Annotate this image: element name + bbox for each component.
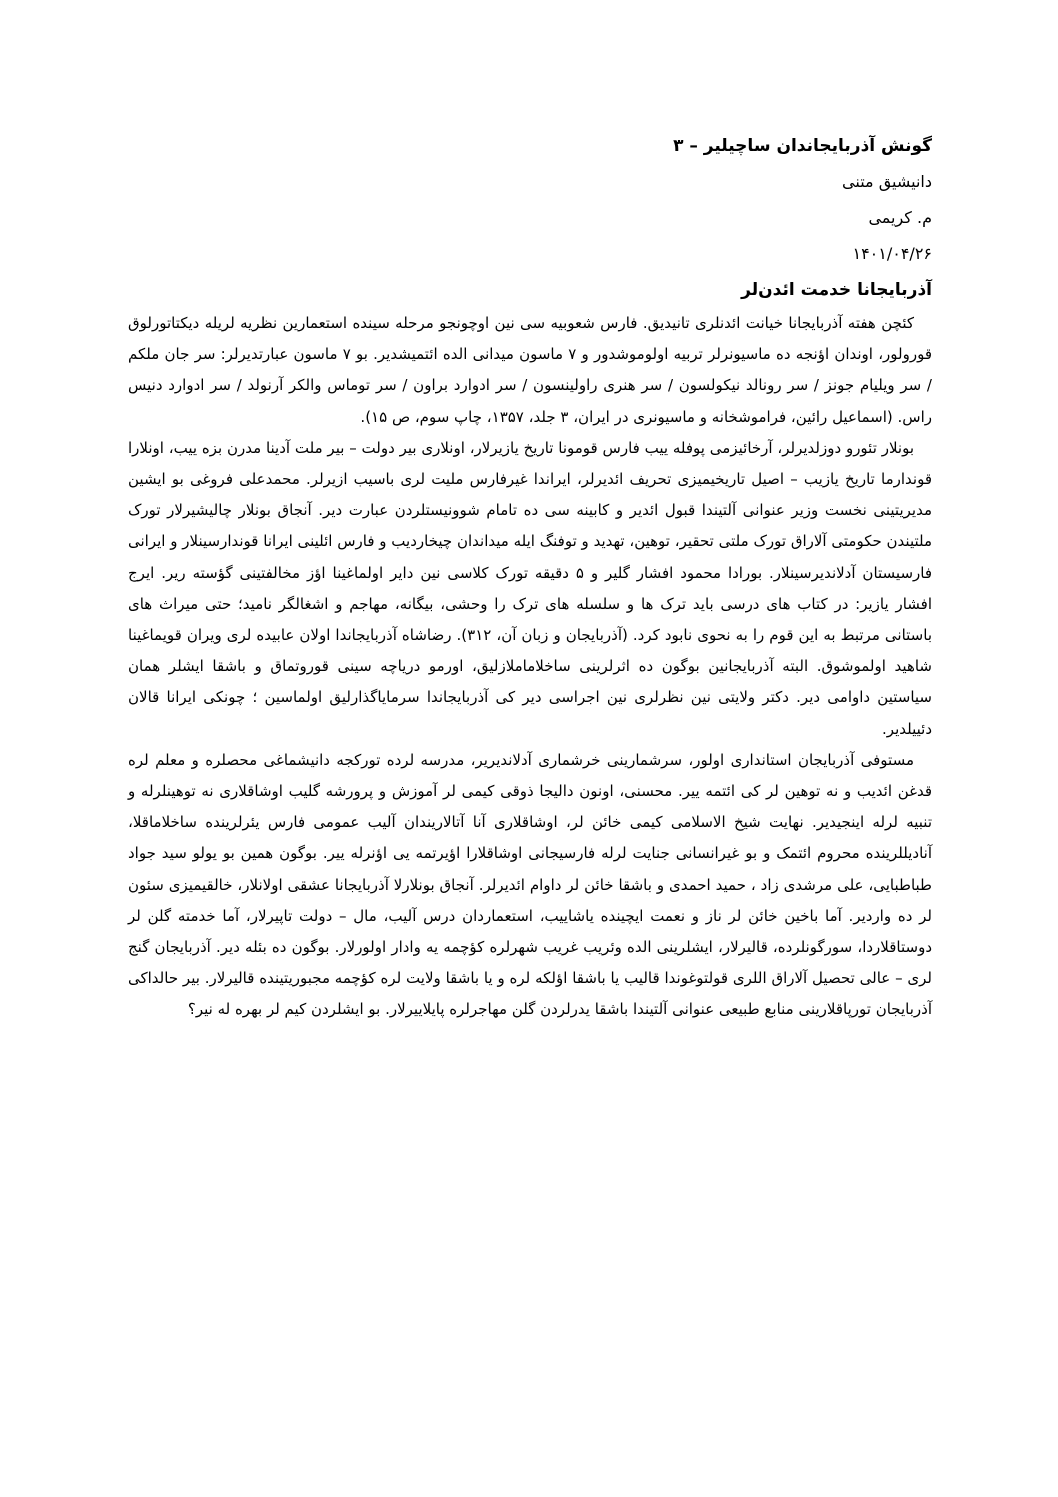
document-title: گونش آذربایجاندان ساچیلیر – ۳ — [673, 136, 932, 156]
document-page — [128, 128, 932, 1026]
document-date: ۱۴۰۱/۰۴/۲۶ — [852, 244, 932, 263]
body-paragraph-1: کئچن هفته آذربایجانا خیانت ائدنلری تانیدیق. فارس شعوبیه سی نین اوچونجو مرحله سینده استعمارین نظریه لریله دیکتاتورلوق قورولور، اوندان اؤنجه ده ماسیونرلر تربیه اولوموشدور و ۷ ماسون میدانی الده ائتمیشدیر. بو ۷ ماسون عبارتدیرلر: سر جان ملکم / سر ویلیام جونز / سر رونالد نیکولسون / سر هنری راولینسون / سر ادوارد براون / سر توماس والکر آرنولد / سر ادوارد دنیس راس. (اسماعیل رائین، فراموشخانه و ماسیونری در ایران، ۳ جلد، ۱۳۵۷، چاپ سوم، ص ۱۵). — [128, 314, 932, 426]
body-paragraph-2: بونلار تئورو دوزلدیرلر، آرخائیزمی پوفله ییب فارس قومونا تاریخ یازیرلار، اونلاری بیر دولت – بیر ملت آدینا مدرن بزه ییب، اونلارا قوندارما تاریخ یازیب – اصیل تاریخیمیزی تحریف ائدیرلر، ایراندا غیرفارس ملیت لری باسیب ازیرلر. محمدعلی فروغی بو ایشین مدیریتینی نخست وزیر عنوانی آلتیندا قبول ائدیر و کابینه سی ده تامام شوونیستلردن عبارت دیر. آنجاق بونلار چالیشیرلار تورک ملتیندن حکومتی آلاراق تورک ملتی تحقیر، توهین، تهدید و توفنگ ایله میداندان چیخاردیب و فارس ائلینی ایرانا قوندارسینلار و ایرانی فارسیستان آدلاندیرسینلار. بورادا محمود افشار گلیر و ۵ دقیقه تورک کلاسی نین دایر اولماغینا اؤز مخالفتینی گؤسته ریر. ایرج افشار یازیر: در کتاب های درسی باید ترک ها و سلسله های ترک را وحشی، بیگانه، مهاجم و اشغالگر نامید؛ حتی میراث های باستانی مرتبط به این قوم را به نحوی نابود کرد. (آذربایجان و زبان آن، ۳۱۲). رضاشاه آذربایجاندا اولان عابیده لری ویران قویماغینا شاهید اولموشوق. البته آذربایجانین بوگون ده اثرلرینی ساخلاماملازلیق، اورمو دریاچه سینی قوروتماق و باشقا ایشلر همان سیاستین داوامی دیر. دکتر ولایتی نین نظرلری نین اجراسی دیر کی آذربایجاندا سرمایاگذارلیق اولماسین ؛ چونکی ایرانا قالان دئییلدیر. — [128, 438, 933, 738]
document-author: م. کریمی — [868, 208, 932, 227]
document-subtitle: دانیشیق متنی — [842, 172, 932, 191]
body-paragraph-3: مستوفی آذربایجان استانداری اولور، سرشمارینی خرشماری آدلاندیریر، مدرسه لرده تورکجه دانیشماغی محصلره و معلم لره قدغن ائدیب و نه توهین لر کی ائتمه ییر. محسنی، اونون دالیجا ذوقی کیمی لر آموزش و پرورشه گلیب اوشاقلاری نه توهینلرله و تنبیه لرله اینجیدیر. نهایت شیخ الاسلامی کیمی خائن لر، اوشاقلاری آنا آتالاریندان آلیب عمومی فارس یئرلرینده ساخلاماقلا، آنادیللرینده محروم ائتمک و بو غیرانسانی جنایت لرله فارسیجانی اوشاقلارا اؤیرتمه یی اؤنرله ییر. بوگون همین بو یولو سید جواد طباطبایی، علی مرشدی زاد ، حمید احمدی و باشقا خائن لر داوام ائدیرلر. آنجاق بونلارلا آذربایجانا عشقی اولانلار، خالقیمیزی سئون لر ده واردیر. آما باخین خائن لر ناز و نعمت ایچینده یاشاییب، استعماردان درس آلیب، مال – دولت تاپیرلار، آما خدمته گلن لر دوستاقلاردا، سورگونلرده، قالیرلار، ایشلرینی الده وئریب غریب شهرلره کؤچمه یه وادار اولورلار. بوگون ده بئله دیر. آذربایجان گنج لری – عالی تحصیل آلاراق اللری قولتوغوندا قالیب یا باشقا اؤلکه لره و یا باشقا ولایت لره کؤچمه مجبوریتینده قالیرلار. بیر حالداکی آذربایجان تورپاقلارینی منابع طبیعی عنوانی آلتیندا باشقا یدرلردن گلن مهاجرلره پایلاییرلار. بو ایشلردن کیم لر بهره له نیر؟ — [128, 750, 932, 1019]
section-heading: آذربایجانا خدمت ائدن‌لر — [741, 280, 932, 300]
